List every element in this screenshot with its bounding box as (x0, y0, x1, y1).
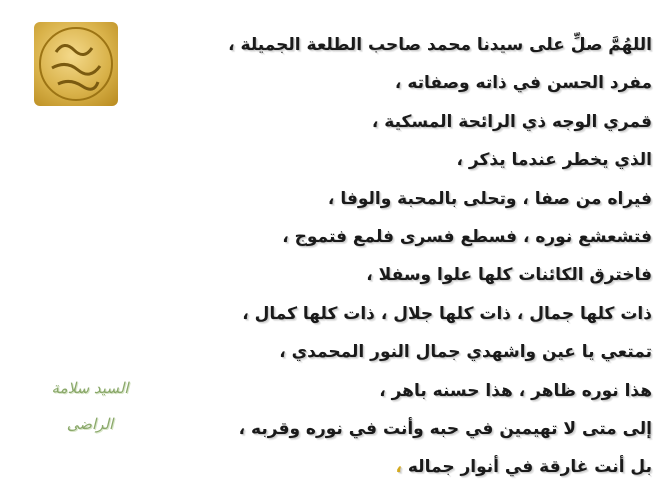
author-signature (40, 370, 140, 442)
poem-line: مفرد الحسن في ذاته وصفاته ، (394, 73, 652, 94)
poem-line: ذات كلها جمال ، ذات كلها جلال ، ذات كلها كمال ، (242, 303, 652, 324)
poem-line: بل أنت غارقة في أنوار جماله ، (395, 457, 652, 478)
poem-lines (182, 26, 652, 487)
poem-line: تمتعي يا عين واشهدي جمال النور المحمدي ، (279, 342, 652, 363)
signature-surname: الراضى (66, 415, 114, 433)
seal-inscription-icon (34, 22, 118, 106)
seal-image (34, 22, 118, 106)
poem-line: قمري الوجه ذي الرائحة المسكية ، (371, 111, 652, 132)
poem-line: هذا نوره ظاهر ، هذا حسنه باهر ، (379, 380, 652, 401)
signature-name: السيد سلامة (51, 379, 129, 397)
poem-line: فاخترق الكائنات كلها علوا وسفلا ، (366, 265, 652, 286)
poem-line: إلى متى لا تهيمين في حبه وأنت في نوره وقربه ، (238, 418, 652, 439)
poem-line: فيراه من صفا ، وتحلى بالمحبة والوفا ، (327, 188, 652, 209)
poem-line: الذي يخطر عندما يذكر ، (456, 150, 652, 171)
poem-line: اللهُمَّ صلِّ على سيدنا محمد صاحب الطلعة الجميلة ، (228, 35, 652, 55)
poem-line: فتشعشع نوره ، فسطع فسرى فلمع فتموج ، (282, 226, 652, 247)
